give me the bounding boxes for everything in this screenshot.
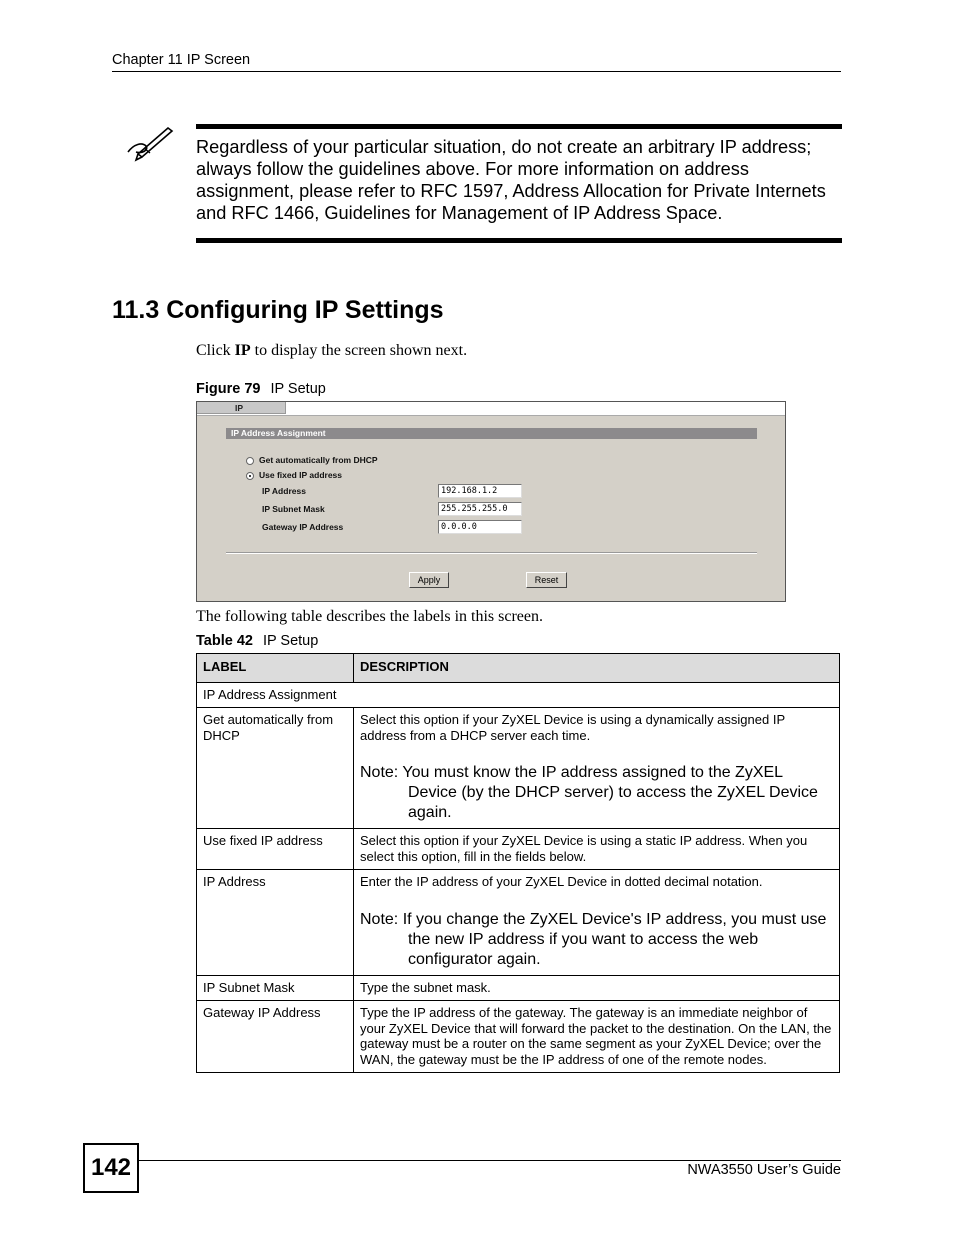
ip-menu-reference: IP — [234, 342, 251, 359]
row-label: IP Address — [197, 870, 354, 976]
radio-fixed-label: Use fixed IP address — [259, 470, 342, 480]
row-label: IP Subnet Mask — [197, 975, 354, 1001]
table-row — [197, 829, 840, 870]
section-intro: Click IP to display the screen shown next. — [196, 342, 468, 359]
row-note: Note: If you change the ZyXEL Device's IP address, you must use the new IP address if you want to access the web configurator again. — [360, 910, 827, 968]
header-rule — [112, 71, 841, 72]
figure-caption: Figure 79 IP Setup — [196, 381, 326, 397]
row-label: Get automatically from DHCP — [197, 708, 354, 829]
guide-title: NWA3550 User’s Guide — [687, 1162, 841, 1178]
table-row — [197, 975, 840, 1001]
form-divider — [226, 552, 757, 554]
apply-button[interactable]: Apply — [409, 572, 449, 588]
row-description: Select this option if your ZyXEL Device is using a dynamically assigned IP address from a DHCP server each time. Note: You must know the IP address assigned to the ZyXEL Device (by the DHCP server) to access the ZyXEL Device again. — [354, 708, 840, 829]
page-number: 142 — [83, 1143, 139, 1193]
note-text: Regardless of your particular situation, do not create an arbitrary IP address; always follow the guidelines above. For more information on address assignment, please refer to RFC 1597, Address Allocation for Private Internets and RFC 1466, Guidelines for Management of IP Address Space. — [196, 137, 826, 223]
table-row — [197, 708, 840, 829]
running-header: Chapter 11 IP Screen — [112, 52, 251, 68]
ip-setup-screenshot — [196, 401, 786, 602]
reset-button[interactable]: Reset — [526, 572, 567, 588]
gateway-input[interactable]: 0.0.0.0 — [438, 520, 522, 534]
table-section-row — [197, 682, 840, 708]
radio-dhcp[interactable] — [246, 457, 254, 465]
row-description: Select this option if your ZyXEL Device is using a static IP address. When you select this option, fill in the fields below. — [354, 829, 840, 870]
row-description: Enter the IP address of your ZyXEL Device in dotted decimal notation. Note: If you change the ZyXEL Device's IP address, you must use the new IP address if you want to access the web configurator again. — [354, 870, 840, 976]
row-label: Use fixed IP address — [197, 829, 354, 870]
row-description: Type the IP address of the gateway. The gateway is an immediate neighbor of your ZyXEL Device that will forward the packet to the destination. On the LAN, the gateway must be a router on the same segment as your ZyXEL Device; over the WAN, the gateway must be the IP address of one of the remote nodes. — [354, 1001, 840, 1073]
table-row — [197, 1001, 840, 1073]
gateway-label: Gateway IP Address — [262, 522, 344, 532]
row-label: Gateway IP Address — [197, 1001, 354, 1073]
header-description: DESCRIPTION — [354, 654, 840, 683]
ip-address-input[interactable]: 192.168.1.2 — [438, 484, 522, 498]
ip-assignment-bar: IP Address Assignment — [226, 428, 757, 439]
pencil-note-icon — [124, 122, 174, 162]
footer-rule — [139, 1160, 841, 1161]
row-description: Type the subnet mask. — [354, 975, 840, 1001]
tab-ip[interactable]: IP — [197, 402, 286, 414]
section-cell: IP Address Assignment — [197, 682, 840, 708]
radio-fixed[interactable] — [246, 472, 254, 480]
header-label: LABEL — [197, 654, 354, 683]
note-bottom-rule — [196, 238, 842, 243]
table-intro: The following table describes the labels in this screen. — [196, 608, 544, 625]
ip-setup-table — [196, 653, 840, 1073]
table-row — [197, 870, 840, 976]
radio-dhcp-label: Get automatically from DHCP — [259, 455, 378, 465]
note-top-rule — [196, 124, 842, 129]
subnet-mask-label: IP Subnet Mask — [262, 504, 325, 514]
subnet-mask-input[interactable]: 255.255.255.0 — [438, 502, 522, 516]
ip-address-label: IP Address — [262, 486, 306, 496]
table-header-row — [197, 654, 840, 683]
section-title: 11.3 Configuring IP Settings — [112, 296, 444, 324]
table-caption: Table 42 IP Setup — [196, 633, 319, 649]
row-note: Note: You must know the IP address assigned to the ZyXEL Device (by the DHCP server) to access the ZyXEL Device again. — [360, 764, 818, 821]
